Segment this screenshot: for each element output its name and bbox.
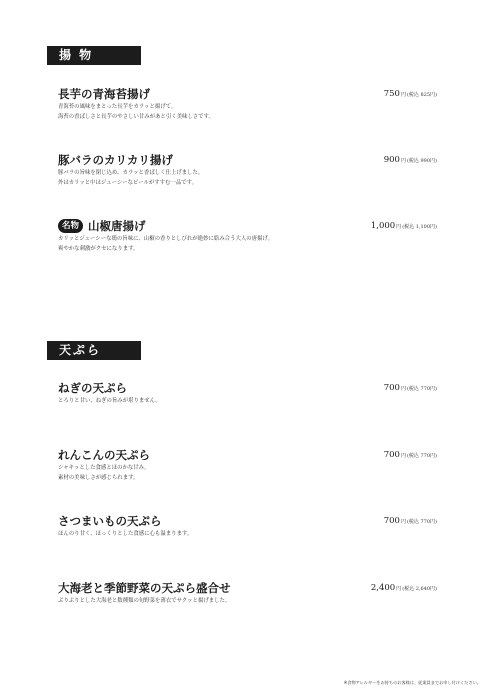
item-description bbox=[58, 397, 437, 407]
item-name: ねぎの天ぷら bbox=[58, 381, 127, 395]
price-tax-included: (税込 770円) bbox=[406, 386, 437, 392]
section-header-agemono: 揚 物 bbox=[47, 46, 141, 65]
price-value: 750 bbox=[383, 89, 400, 99]
item-price bbox=[384, 513, 437, 530]
desc-line: 外はカリッと中はジューシーなビールがすすむ一品です。 bbox=[58, 179, 198, 186]
menu-item bbox=[58, 86, 437, 122]
signature-badge: 名物 bbox=[58, 219, 83, 233]
desc-line: 海苔の香ばしさと長芋のやさしい甘みがあと引く美味しさです。 bbox=[58, 113, 214, 120]
price-unit: 円 bbox=[400, 158, 406, 164]
price-tax-included: (税込 2,640円) bbox=[402, 586, 437, 592]
item-price bbox=[371, 218, 437, 235]
price-unit: 円 bbox=[400, 92, 406, 98]
item-name: さつまいもの天ぷら bbox=[58, 514, 162, 528]
price-tax-included: (税込 825円) bbox=[406, 92, 437, 98]
desc-line: 素材の美味しさが感じられます。 bbox=[58, 474, 139, 481]
price-value: 700 bbox=[383, 450, 400, 460]
price-tax-included: (税込 990円) bbox=[406, 158, 437, 164]
item-description bbox=[58, 103, 437, 122]
desc-line: 豚バラの旨味を閉じ込め、カラッと香ばしく仕上げました。 bbox=[58, 170, 204, 176]
item-description bbox=[58, 530, 437, 540]
item-name: 大海老と季節野菜の天ぷら盛合せ bbox=[58, 581, 231, 595]
item-price bbox=[384, 86, 437, 103]
price-unit: 円 bbox=[400, 519, 406, 525]
menu-item bbox=[58, 513, 437, 540]
desc-line: ぷりぷりとした大海老と数種類の旬野菜を薄衣でサクッと揚げました。 bbox=[58, 598, 231, 604]
price-value: 900 bbox=[383, 155, 400, 165]
item-name: 長芋の青海苔揚げ bbox=[58, 87, 150, 101]
section-header-tempura: 天ぷら bbox=[47, 341, 141, 360]
price-tax-included: (税込 1,100円) bbox=[402, 224, 437, 230]
desc-line: ほんのり甘く、ほっくりとした食感に心も温まります。 bbox=[58, 531, 193, 537]
item-price bbox=[384, 152, 437, 169]
price-tax-included: (税込 770円) bbox=[406, 519, 437, 525]
item-description bbox=[58, 235, 437, 254]
price-unit: 円 bbox=[396, 224, 402, 230]
price-value: 700 bbox=[383, 516, 400, 526]
price-unit: 円 bbox=[396, 586, 402, 592]
desc-line: とろりと甘い、ねぎの旨みが堪りません。 bbox=[58, 398, 161, 404]
allergy-footnote: ※食物アレルギーをお持ちのお客様は、従業員までお申し付けください。 bbox=[343, 680, 481, 685]
menu-item bbox=[58, 580, 437, 607]
price-unit: 円 bbox=[400, 453, 406, 459]
item-description bbox=[58, 597, 437, 607]
menu-item bbox=[58, 380, 437, 407]
item-description bbox=[58, 464, 437, 483]
menu-item bbox=[58, 152, 437, 188]
item-price bbox=[384, 447, 437, 464]
item-name: 豚バラのカリカリ揚げ bbox=[58, 153, 173, 167]
price-unit: 円 bbox=[400, 386, 406, 392]
item-description bbox=[58, 169, 437, 188]
item-name: れんこんの天ぷら bbox=[58, 448, 150, 462]
item-price bbox=[371, 580, 437, 597]
price-value: 1,000 bbox=[370, 221, 396, 231]
price-tax-included: (税込 770円) bbox=[406, 453, 437, 459]
desc-line: シャキッとした食感とほのかな甘み。 bbox=[58, 465, 150, 471]
menu-item bbox=[58, 447, 437, 483]
desc-line: 青海苔の風味をまとった長芋をカラッと揚げて。 bbox=[58, 104, 177, 110]
item-name: 山椒唐揚げ bbox=[88, 219, 146, 233]
item-price bbox=[384, 380, 437, 397]
price-value: 2,400 bbox=[370, 583, 396, 593]
price-value: 700 bbox=[383, 383, 400, 393]
menu-item bbox=[58, 218, 437, 254]
desc-line: 爽やかな刺激がクセになります。 bbox=[58, 245, 139, 252]
desc-line: カリッとジューシーな鶏の旨味に、山椒の香りとしびれが絶妙に絡み合う大人の唐揚げ。 bbox=[58, 236, 273, 242]
